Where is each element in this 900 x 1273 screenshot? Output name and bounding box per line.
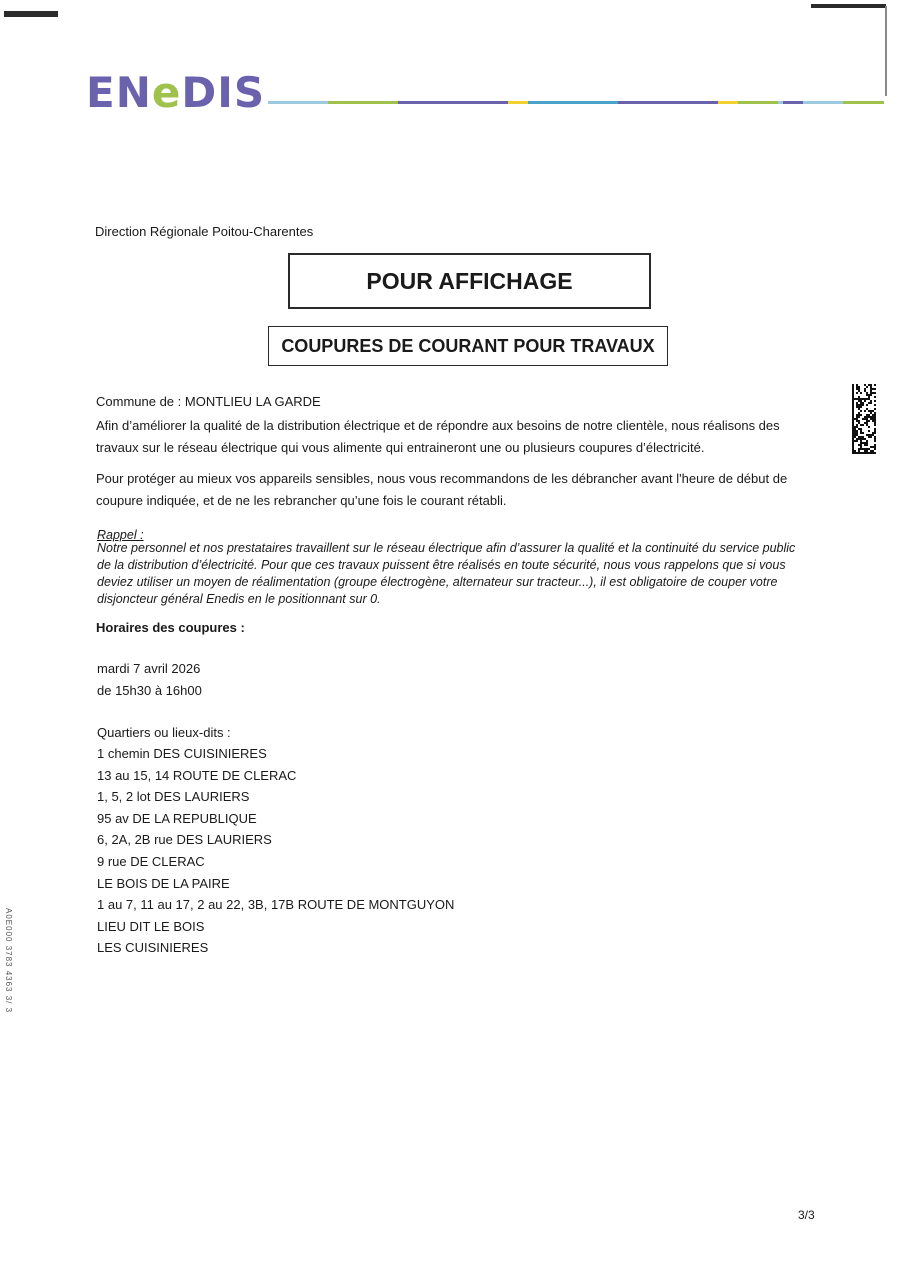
page-number: 3/3 [798, 1208, 815, 1222]
list-item: LES CUISINIERES [97, 940, 209, 956]
outage-time: de 15h30 à 16h00 [97, 683, 202, 698]
subtitle-box: COUPURES DE COURANT POUR TRAVAUX [268, 326, 668, 366]
list-item: 95 av DE LA REPUBLIQUE [97, 810, 257, 826]
list-item: 1, 5, 2 lot DES LAURIERS [97, 789, 250, 805]
rappel-label: Rappel : [97, 528, 144, 542]
enedis-logo: ENeDIS [86, 68, 266, 117]
scan-mark [4, 11, 58, 17]
list-item: 13 au 15, 14 ROUTE DE CLERAC [97, 767, 297, 783]
regional-direction: Direction Régionale Poitou-Charentes [95, 224, 314, 239]
list-item: 1 chemin DES CUISINIERES [97, 746, 267, 761]
list-item: 9 rue DE CLERAC [97, 853, 205, 869]
list-item: 1 au 7, 11 au 17, 2 au 22, 3B, 17B ROUTE DE MONTGUYON [97, 897, 455, 913]
list-item: LIEU DIT LE BOIS [97, 918, 205, 934]
horaires-title: Horaires des coupures : [96, 620, 245, 635]
scan-edge [885, 6, 887, 96]
title-box: POUR AFFICHAGE [288, 253, 651, 309]
header-decorative-line [268, 101, 884, 104]
rappel-text: Notre personnel et nos prestataires travaillent sur le réseau électrique afin d’assurer la qualité et la continuité du service public de la distribution d’électricité. Pour que ces travaux puissent être réalisés en toute sécurité, nous vous rappelons que si vous deviez utiliser un moyen de réalimentation (groupe électrogène, alternateur sur tracteur...), il est obligatoire de couper votre disjoncteur général Enedis en le positionnant sur 0. [97, 541, 796, 606]
scan-mark [811, 4, 886, 8]
intro-paragraph: Afin d’améliorer la qualité de la distribution électrique et de répondre aux besoins de notre clientèle, nous réalisons des travaux sur le réseau électrique qui vous alimente qui entraineront une ou plusieurs coupures d’électricité. [96, 418, 780, 455]
quartiers-list [97, 746, 454, 962]
datamatrix-code [852, 384, 876, 454]
list-item: 6, 2A, 2B rue DES LAURIERS [97, 832, 272, 848]
quartiers-title: Quartiers ou lieux-dits : [97, 725, 231, 740]
side-reference-code: A0E000 3783 4363 3/ 3 [4, 908, 13, 1014]
list-item: LE BOIS DE LA PAIRE [97, 875, 230, 891]
outage-date: mardi 7 avril 2026 [97, 661, 201, 676]
commune: Commune de : MONTLIEU LA GARDE [96, 394, 321, 409]
advice-paragraph: Pour protéger au mieux vos appareils sensibles, nous vous recommandons de les débrancher avant l'heure de début de coupure indiquée, et de ne les rebrancher qu’une fois le courant rétabli. [96, 471, 788, 508]
